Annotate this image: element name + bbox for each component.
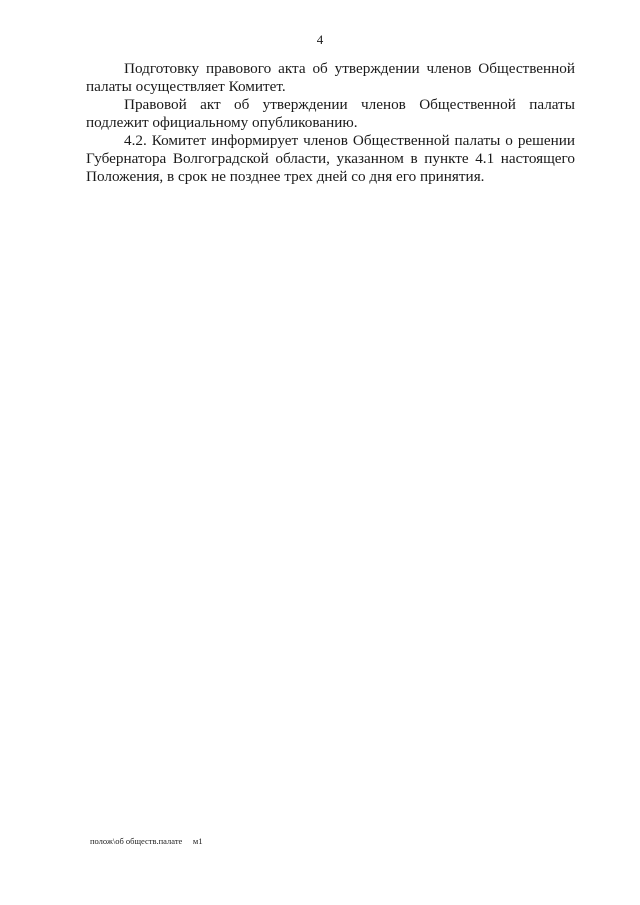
paragraph-section-4-2: 4.2. Комитет информирует членов Общественной палаты о решении Губернатора Волгоградской области, указанном в пункте 4.1 настоящего Положения, в срок не позднее трех дней со дня его принятия. (86, 132, 575, 185)
document-body (86, 60, 575, 186)
footer-file-reference: полож\об обществ.палате м1 (90, 836, 203, 846)
paragraph-legal-act-preparation: Подготовку правового акта об утверждении членов Общественной палаты осуществляет Комитет. (86, 60, 575, 95)
paragraph-official-publication: Правовой акт об утверждении членов Общественной палаты подлежит официальному опубликованию. (86, 96, 575, 131)
page-number: 4 (316, 32, 324, 47)
